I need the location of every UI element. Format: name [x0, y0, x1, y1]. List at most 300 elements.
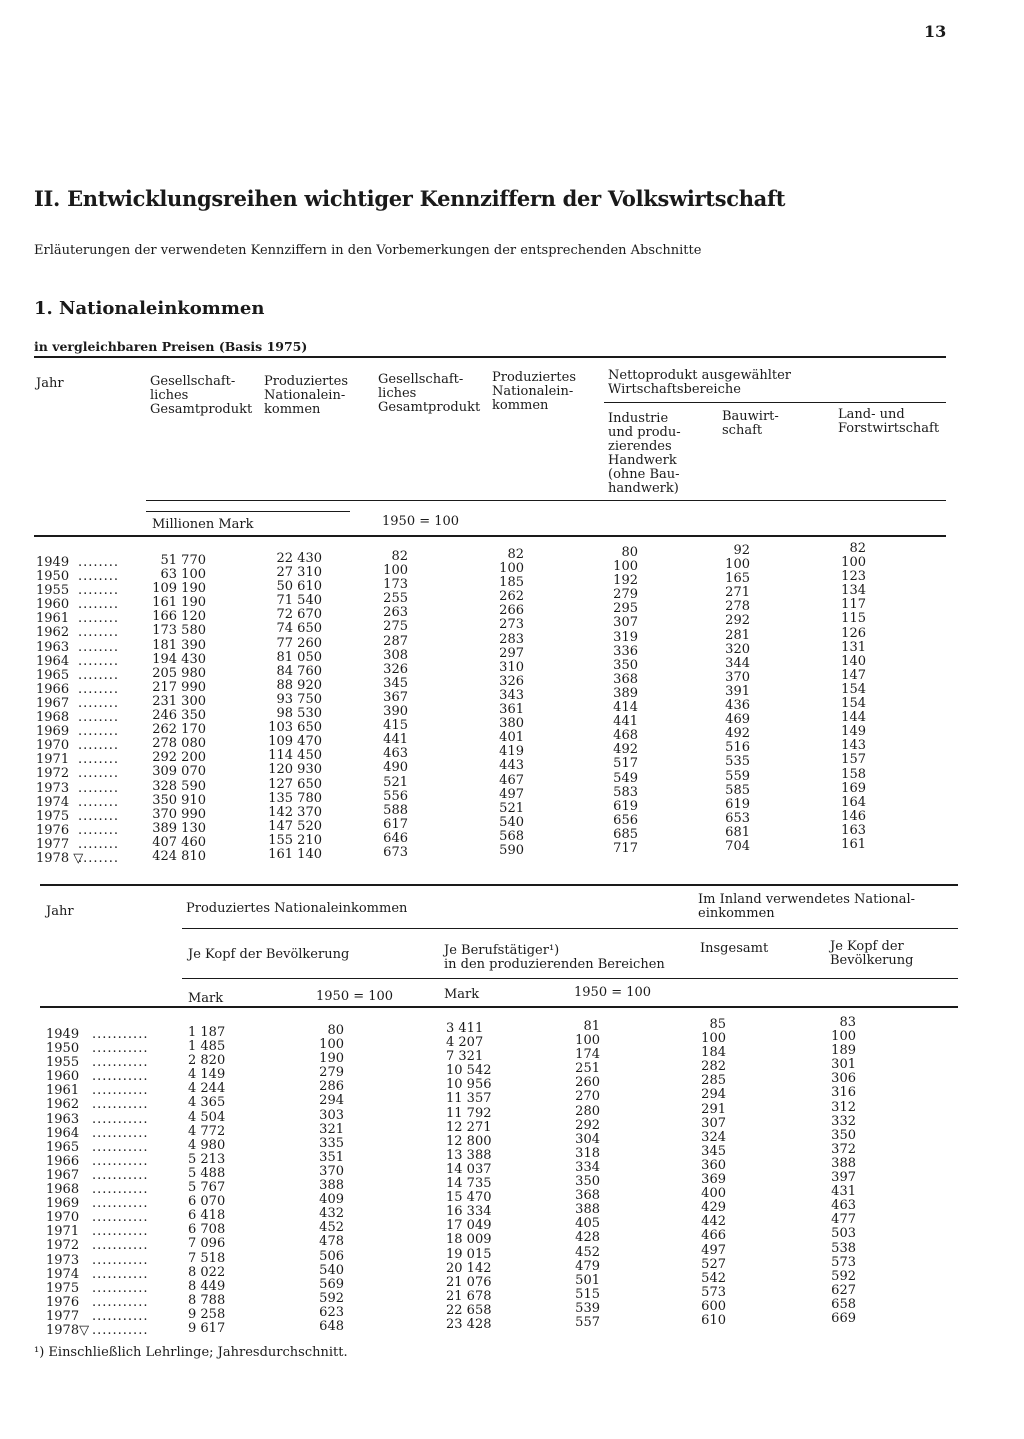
table2-beruf-index-cell: 251: [575, 1061, 600, 1077]
table2-kopf-mark-cell: 5 767: [188, 1180, 226, 1196]
table2-beruf-mark-cell: 12 800: [446, 1133, 492, 1149]
table1-ggp-cell: 51 770: [160, 553, 206, 568]
table2-jahr-cell: 1963: [46, 1111, 80, 1127]
table1-ggp-cell: 166 120: [152, 609, 206, 625]
table1-ggp-cell: 278 080: [152, 736, 206, 752]
chapter-title: 1. Nationaleinkommen: [34, 298, 265, 319]
table2-beruf-index-cell: 81: [583, 1019, 600, 1034]
t1-header-land: Land- und Forstwirtschaft: [838, 407, 940, 436]
table2-beruf-index-cell: 100: [575, 1033, 600, 1049]
table2-beruf-mark-cell: 11 357: [446, 1091, 492, 1107]
table1-bau-cell: 281: [725, 627, 750, 643]
table2-je-kopf-2-cell: 503: [831, 1226, 856, 1242]
table1-pne-index-cell: 419: [499, 744, 524, 760]
table1-bau-cell: 653: [725, 810, 750, 826]
table1-pne-index-cell: 401: [499, 730, 524, 746]
leader-dots: ........: [78, 766, 120, 782]
t2-col-leaders: [92, 1028, 148, 1338]
leader-dots: ........: [78, 569, 120, 585]
table2-jahr-cell: 1967: [46, 1167, 80, 1183]
table2-je-kopf-2-cell: 83: [839, 1015, 856, 1030]
table1-pne-cell: 161 140: [268, 846, 322, 862]
leader-dots: ........: [78, 611, 120, 627]
t2-header-inland: Im Inland verwendetes National- einkommen: [698, 892, 916, 921]
t1-col-leaders: [78, 556, 119, 866]
t2-rule-2: [182, 978, 958, 979]
table1-ggp-index-cell: 173: [383, 577, 408, 593]
table2-jahr-cell: 1971: [46, 1224, 80, 1240]
table1-jahr-cell: 1972: [36, 766, 70, 782]
t1-header-bottom-rule: [34, 535, 946, 537]
table1-pne-cell: 77 260: [276, 635, 322, 651]
table2-beruf-index-cell: 292: [575, 1117, 600, 1133]
leader-dots: ...........: [92, 1069, 149, 1085]
table2-jahr-cell: 1969: [46, 1196, 80, 1212]
table2-jahr-cell: 1978▽: [46, 1322, 90, 1338]
table2-kopf-mark-cell: 9 617: [188, 1320, 226, 1336]
leader-dots: ...........: [92, 1097, 149, 1113]
table1-unit-note: in vergleichbaren Preisen (Basis 1975): [34, 339, 308, 354]
table1-industrie-cell: 549: [613, 770, 638, 786]
table2-beruf-mark-cell: 21 076: [446, 1274, 492, 1290]
table1-industrie-cell: 307: [613, 615, 638, 631]
leader-dots: ........: [78, 822, 120, 838]
table1-industrie-cell: 80: [621, 545, 638, 560]
table2-beruf-index-cell: 428: [575, 1230, 600, 1246]
t2-col-kopf-index: [296, 1024, 344, 1334]
table1-pne-index-cell: 266: [499, 603, 524, 619]
t2-col-insgesamt: [678, 1018, 726, 1328]
table1-bau-cell: 320: [725, 641, 750, 657]
leader-dots: ........: [78, 695, 120, 711]
table2-kopf-mark-cell: 5 213: [188, 1151, 226, 1167]
table2-je-kopf-2-cell: 316: [831, 1085, 856, 1101]
table1-bau-cell: 92: [733, 543, 750, 558]
table1-land-cell: 144: [841, 710, 866, 726]
table2-kopf-mark-cell: 9 258: [188, 1306, 226, 1322]
t2-unit-mark-1: Mark: [188, 991, 224, 1006]
leader-dots: ........: [78, 724, 120, 740]
table1-ggp-cell: 194 430: [152, 651, 206, 667]
table2-jahr-cell: 1949: [46, 1027, 80, 1042]
table2-kopf-mark-cell: 7 096: [188, 1236, 226, 1252]
table2-insgesamt-cell: 369: [701, 1172, 726, 1188]
table2-insgesamt-cell: 307: [701, 1115, 726, 1131]
table2-beruf-mark-cell: 3 411: [446, 1021, 484, 1036]
table1-pne-index-cell: 273: [499, 617, 524, 633]
table1-industrie-cell: 583: [613, 784, 638, 800]
table1-bau-cell: 271: [725, 585, 750, 601]
table1-land-cell: 161: [841, 836, 866, 852]
table1-ggp-index-cell: 275: [383, 619, 408, 635]
table2-beruf-mark-cell: 14 735: [446, 1176, 492, 1192]
t2-header-produziert: Produziertes Nationaleinkommen: [186, 901, 408, 916]
table1-land-cell: 131: [841, 639, 866, 655]
leader-dots: ........: [78, 639, 120, 655]
table1-bau-cell: 619: [725, 796, 750, 812]
table1-bau-cell: 535: [725, 754, 750, 770]
leader-dots: ...........: [92, 1027, 149, 1042]
table1-land-cell: 117: [841, 597, 866, 613]
table1-top-rule: [34, 356, 946, 358]
table2-beruf-index-cell: 318: [575, 1145, 600, 1161]
table1-land-cell: 143: [841, 738, 866, 754]
leader-dots: ...........: [92, 1308, 149, 1324]
table2-kopf-mark-cell: 6 418: [188, 1208, 226, 1224]
table1-ggp-cell: 328 590: [152, 778, 206, 794]
section-title: II. Entwicklungsreihen wichtiger Kennziffern der Volkswirtschaft: [34, 186, 786, 211]
table1-pne-cell: 81 050: [276, 649, 322, 665]
t1-col-ggp-index: [360, 550, 408, 860]
leader-dots: ...........: [92, 1125, 149, 1141]
table2-insgesamt-cell: 573: [701, 1284, 726, 1300]
table1-land-cell: 163: [841, 822, 866, 838]
table2-insgesamt-cell: 429: [701, 1200, 726, 1216]
t1-unit-index: 1950 = 100: [382, 514, 460, 529]
t2-header-bottom-rule: [40, 1006, 958, 1008]
table2-beruf-mark-cell: 15 470: [446, 1190, 492, 1206]
table1-bau-cell: 559: [725, 768, 750, 784]
table1-pne-cell: 71 540: [276, 593, 322, 609]
t1-unit-rule-top: [146, 500, 946, 501]
table2-je-kopf-2-cell: 627: [831, 1282, 856, 1298]
table2-beruf-mark-cell: 14 037: [446, 1161, 492, 1177]
table1-ggp-cell: 161 190: [152, 595, 206, 611]
table1-pne-cell: 72 670: [276, 607, 322, 623]
t2-col-je-kopf-2: [808, 1016, 856, 1326]
table1-ggp-index-cell: 308: [383, 647, 408, 663]
table1-bau-cell: 469: [725, 712, 750, 728]
table2-kopf-index-cell: 569: [319, 1276, 344, 1292]
table1-land-cell: 157: [841, 752, 866, 768]
table1-bau-cell: 516: [725, 740, 750, 756]
t2-col-beruf-mark: [446, 1022, 510, 1332]
table1-pne-cell: 84 760: [276, 663, 322, 679]
table2-kopf-mark-cell: 4 980: [188, 1137, 226, 1153]
leader-dots: ...........: [92, 1111, 149, 1127]
leader-dots: ...........: [92, 1182, 149, 1198]
t1-header-pne-index: Produziertes Nationalein- kommen: [492, 370, 576, 413]
table2-beruf-mark-cell: 22 658: [446, 1302, 492, 1318]
table1-ggp-cell: 109 190: [152, 581, 206, 597]
t1-col-industrie: [590, 546, 638, 856]
table1-jahr-cell: 1967: [36, 695, 70, 711]
table2-insgesamt-cell: 184: [701, 1045, 726, 1061]
table2-jahr-cell: 1974: [46, 1266, 80, 1282]
table2-insgesamt-cell: 324: [701, 1129, 726, 1145]
table1-bau-cell: 681: [725, 824, 750, 840]
table2-kopf-index-cell: 592: [319, 1290, 344, 1306]
table2-beruf-mark-cell: 20 142: [446, 1260, 492, 1276]
table2-jahr-cell: 1972: [46, 1238, 80, 1254]
table1-ggp-cell: 407 460: [152, 834, 206, 850]
table2-je-kopf-2-cell: 477: [831, 1212, 856, 1228]
table1-industrie-cell: 336: [613, 643, 638, 659]
table1-industrie-cell: 517: [613, 756, 638, 772]
t2-header-je-beruf: Je Berufstätiger¹) in den produzierenden Bereichen: [444, 943, 665, 972]
table2-je-kopf-2-cell: 463: [831, 1198, 856, 1214]
table2-kopf-mark-cell: 8 022: [188, 1264, 226, 1280]
table2-jahr-cell: 1955: [46, 1055, 80, 1071]
table1-ggp-index-cell: 646: [383, 830, 408, 846]
table1-pne-cell: 74 650: [276, 621, 322, 637]
table1-jahr-cell: 1976: [36, 822, 70, 838]
table1-ggp-index-cell: 673: [383, 844, 408, 860]
leader-dots: ...........: [92, 1139, 149, 1155]
table2-kopf-index-cell: 478: [319, 1234, 344, 1250]
table2-kopf-mark-cell: 4 244: [188, 1081, 226, 1097]
table2-kopf-mark-cell: 6 708: [188, 1222, 226, 1238]
table1-pne-index-cell: 297: [499, 645, 524, 661]
table1-pne-index-cell: 521: [499, 800, 524, 816]
table1-pne-index-cell: 443: [499, 758, 524, 774]
table1-bau-cell: 370: [725, 669, 750, 685]
leader-dots: ...........: [92, 1083, 149, 1099]
table2-beruf-mark-cell: 12 271: [446, 1119, 492, 1135]
table2-insgesamt-cell: 600: [701, 1298, 726, 1314]
table2-jahr-cell: 1962: [46, 1097, 80, 1113]
table1-industrie-cell: 192: [613, 573, 638, 589]
leader-dots: ........: [78, 625, 120, 641]
table1-industrie-cell: 350: [613, 657, 638, 673]
table1-land-cell: 164: [841, 794, 866, 810]
table2-kopf-mark-cell: 4 504: [188, 1109, 226, 1125]
table2-jahr-cell: 1964: [46, 1125, 80, 1141]
table2-beruf-index-cell: 368: [575, 1188, 600, 1204]
leader-dots: ........: [78, 794, 120, 810]
table1-bau-cell: 165: [725, 571, 750, 587]
table1-pne-cell: 27 310: [276, 565, 322, 581]
table1-industrie-cell: 389: [613, 685, 638, 701]
footnote: ¹) Einschließlich Lehrlinge; Jahresdurchschnitt.: [34, 1345, 348, 1360]
table2-insgesamt-cell: 360: [701, 1157, 726, 1173]
table2-je-kopf-2-cell: 372: [831, 1141, 856, 1157]
table2-kopf-mark-cell: 7 518: [188, 1250, 226, 1266]
t2-header-je-kopf: Je Kopf der Bevölkerung: [188, 947, 350, 962]
table1-ggp-cell: 262 170: [152, 722, 206, 738]
table2-kopf-mark-cell: 1 485: [188, 1039, 226, 1055]
table1-land-cell: 149: [841, 724, 866, 740]
table1-pne-cell: 22 430: [276, 551, 322, 566]
table1-pne-cell: 147 520: [268, 818, 322, 834]
table1-ggp-index-cell: 263: [383, 605, 408, 621]
leader-dots: ........: [78, 583, 120, 599]
table2-kopf-mark-cell: 4 772: [188, 1123, 226, 1139]
leader-dots: ........: [78, 667, 120, 683]
table2-kopf-mark-cell: 5 488: [188, 1165, 226, 1181]
table2-je-kopf-2-cell: 306: [831, 1071, 856, 1087]
t1-col-pne: [240, 552, 322, 862]
table1-pne-index-cell: 185: [499, 575, 524, 591]
table1-pne-cell: 88 920: [276, 677, 322, 693]
t1-col-ggp: [120, 554, 206, 864]
table1-ggp-index-cell: 521: [383, 774, 408, 790]
table2-beruf-index-cell: 452: [575, 1244, 600, 1260]
t1-col-land: [818, 542, 866, 852]
table2-beruf-mark-cell: 16 334: [446, 1204, 492, 1220]
table1-ggp-cell: 181 390: [152, 637, 206, 653]
table1-ggp-index-cell: 588: [383, 802, 408, 818]
table1-jahr-cell: 1949: [36, 555, 70, 570]
table2-kopf-index-cell: 506: [319, 1248, 344, 1264]
t2-header-jahr: Jahr: [46, 904, 74, 919]
table1-industrie-cell: 717: [613, 840, 638, 856]
table2-je-kopf-2-cell: 100: [831, 1029, 856, 1045]
table1-bau-cell: 292: [725, 613, 750, 629]
table1-pne-index-cell: 590: [499, 842, 524, 858]
table2-beruf-index-cell: 334: [575, 1159, 600, 1175]
leader-dots: ...........: [92, 1210, 149, 1226]
table2-jahr-cell: 1976: [46, 1294, 80, 1310]
table1-pne-index-cell: 343: [499, 687, 524, 703]
table1-ggp-cell: 173 580: [152, 623, 206, 639]
table1-jahr-cell: 1966: [36, 681, 70, 697]
table2-insgesamt-cell: 442: [701, 1214, 726, 1230]
table1-jahr-cell: 1978 ▽: [36, 850, 84, 866]
table2-kopf-index-cell: 335: [319, 1135, 344, 1151]
table1-jahr-cell: 1962: [36, 625, 70, 641]
table1-land-cell: 154: [841, 696, 866, 712]
table1-ggp-index-cell: 255: [383, 591, 408, 607]
table1-ggp-index-cell: 367: [383, 689, 408, 705]
table2-kopf-index-cell: 190: [319, 1051, 344, 1067]
table2-je-kopf-2-cell: 388: [831, 1155, 856, 1171]
table2-beruf-index-cell: 350: [575, 1174, 600, 1190]
table1-land-cell: 100: [841, 555, 866, 571]
table1-jahr-cell: 1974: [36, 794, 70, 810]
table2-kopf-index-cell: 279: [319, 1065, 344, 1081]
table1-land-cell: 134: [841, 583, 866, 599]
table1-ggp-cell: 370 990: [152, 806, 206, 822]
leader-dots: ........: [78, 681, 120, 697]
t2-header-insgesamt: Insgesamt: [700, 941, 769, 956]
table2-beruf-index-cell: 304: [575, 1131, 600, 1147]
table2-kopf-index-cell: 452: [319, 1220, 344, 1236]
t1-header-pne-mark: Produziertes Nationalein- kommen: [264, 374, 348, 417]
table1-industrie-cell: 685: [613, 826, 638, 842]
table2-kopf-mark-cell: 4 149: [188, 1067, 226, 1083]
t2-col-kopf-mark: [188, 1026, 248, 1336]
table1-pne-index-cell: 326: [499, 673, 524, 689]
table1-pne-cell: 142 370: [268, 804, 322, 820]
table1-pne-index-cell: 380: [499, 716, 524, 732]
t1-unit-mark-rule: [146, 511, 350, 512]
table2-kopf-index-cell: 321: [319, 1121, 344, 1137]
leader-dots: ...........: [92, 1167, 149, 1183]
table1-jahr-cell: 1973: [36, 780, 70, 796]
table2-beruf-mark-cell: 10 542: [446, 1063, 492, 1079]
table2-je-kopf-2-cell: 538: [831, 1240, 856, 1256]
leader-dots: ........: [78, 808, 120, 824]
table1-pne-cell: 127 650: [268, 776, 322, 792]
leader-dots: ...........: [92, 1224, 149, 1240]
table1-ggp-index-cell: 390: [383, 704, 408, 720]
table2-je-kopf-2-cell: 189: [831, 1043, 856, 1059]
t2-unit-index-2: 1950 = 100: [574, 985, 652, 1000]
table1-industrie-cell: 368: [613, 671, 638, 687]
leader-dots: ...........: [92, 1294, 149, 1310]
table2-kopf-index-cell: 409: [319, 1192, 344, 1208]
table2-kopf-mark-cell: 6 070: [188, 1194, 226, 1210]
table2-kopf-index-cell: 388: [319, 1178, 344, 1194]
table1-industrie-cell: 319: [613, 629, 638, 645]
table1-ggp-index-cell: 345: [383, 675, 408, 691]
table2-insgesamt-cell: 466: [701, 1228, 726, 1244]
table2-kopf-mark-cell: 8 449: [188, 1278, 226, 1294]
leader-dots: ........: [78, 850, 120, 866]
table2-beruf-index-cell: 515: [575, 1286, 600, 1302]
table1-pne-index-cell: 283: [499, 631, 524, 647]
t2-header-je-kopf-2: Je Kopf der Bevölkerung: [830, 939, 914, 968]
table2-beruf-index-cell: 557: [575, 1314, 600, 1330]
table2-je-kopf-2-cell: 332: [831, 1113, 856, 1129]
table2-jahr-cell: 1968: [46, 1182, 80, 1198]
table2-beruf-index-cell: 174: [575, 1047, 600, 1063]
table1-pne-cell: 135 780: [268, 790, 322, 806]
table1-land-cell: 123: [841, 569, 866, 585]
table1-jahr-cell: 1964: [36, 653, 70, 669]
table2-beruf-mark-cell: 18 009: [446, 1232, 492, 1248]
table2-kopf-index-cell: 286: [319, 1079, 344, 1095]
table1-land-cell: 140: [841, 653, 866, 669]
table1-ggp-index-cell: 100: [383, 563, 408, 579]
table1-bau-cell: 585: [725, 782, 750, 798]
table2-kopf-index-cell: 303: [319, 1107, 344, 1123]
table2-jahr-cell: 1965: [46, 1139, 80, 1155]
table1-ggp-index-cell: 287: [383, 633, 408, 649]
table1-pne-cell: 50 610: [276, 579, 322, 595]
table2-top-rule: [40, 884, 958, 886]
table2-beruf-index-cell: 405: [575, 1216, 600, 1232]
table1-ggp-index-cell: 441: [383, 732, 408, 748]
table1-ggp-cell: 231 300: [152, 693, 206, 709]
table1-ggp-cell: 389 130: [152, 820, 206, 836]
leader-dots: ........: [78, 738, 120, 754]
leader-dots: ........: [78, 752, 120, 768]
table1-industrie-cell: 441: [613, 714, 638, 730]
t1-header-jahr: Jahr: [36, 376, 64, 391]
leader-dots: ........: [78, 597, 120, 613]
table1-pne-cell: 98 530: [276, 706, 322, 722]
table2-kopf-mark-cell: 2 820: [188, 1053, 226, 1069]
leader-dots: ...........: [92, 1196, 149, 1212]
table1-jahr-cell: 1963: [36, 639, 70, 655]
table2-je-kopf-2-cell: 669: [831, 1310, 856, 1326]
table1-ggp-cell: 217 990: [152, 679, 206, 695]
table2-kopf-index-cell: 80: [327, 1023, 344, 1038]
table1-land-cell: 169: [841, 780, 866, 796]
table1-jahr-cell: 1955: [36, 583, 70, 599]
table2-jahr-cell: 1973: [46, 1252, 80, 1268]
t1-netto-rule: [604, 402, 946, 403]
table2-jahr-cell: 1970: [46, 1210, 80, 1226]
table1-industrie-cell: 656: [613, 812, 638, 828]
table1-jahr-cell: 1977: [36, 836, 70, 852]
table1-ggp-cell: 246 350: [152, 708, 206, 724]
table2-kopf-index-cell: 540: [319, 1262, 344, 1278]
leader-dots: ...........: [92, 1266, 149, 1282]
table2-kopf-index-cell: 623: [319, 1304, 344, 1320]
t1-header-ggp-mark: Gesellschaft- liches Gesamtprodukt: [150, 374, 253, 417]
table2-beruf-mark-cell: 10 956: [446, 1077, 492, 1093]
table1-ggp-cell: 424 810: [152, 848, 206, 864]
table2-kopf-index-cell: 351: [319, 1149, 344, 1165]
table1-jahr-cell: 1971: [36, 752, 70, 768]
page-number: 13: [924, 22, 947, 41]
t2-unit-index-1: 1950 = 100: [316, 989, 394, 1004]
table2-je-kopf-2-cell: 592: [831, 1268, 856, 1284]
table1-industrie-cell: 468: [613, 728, 638, 744]
